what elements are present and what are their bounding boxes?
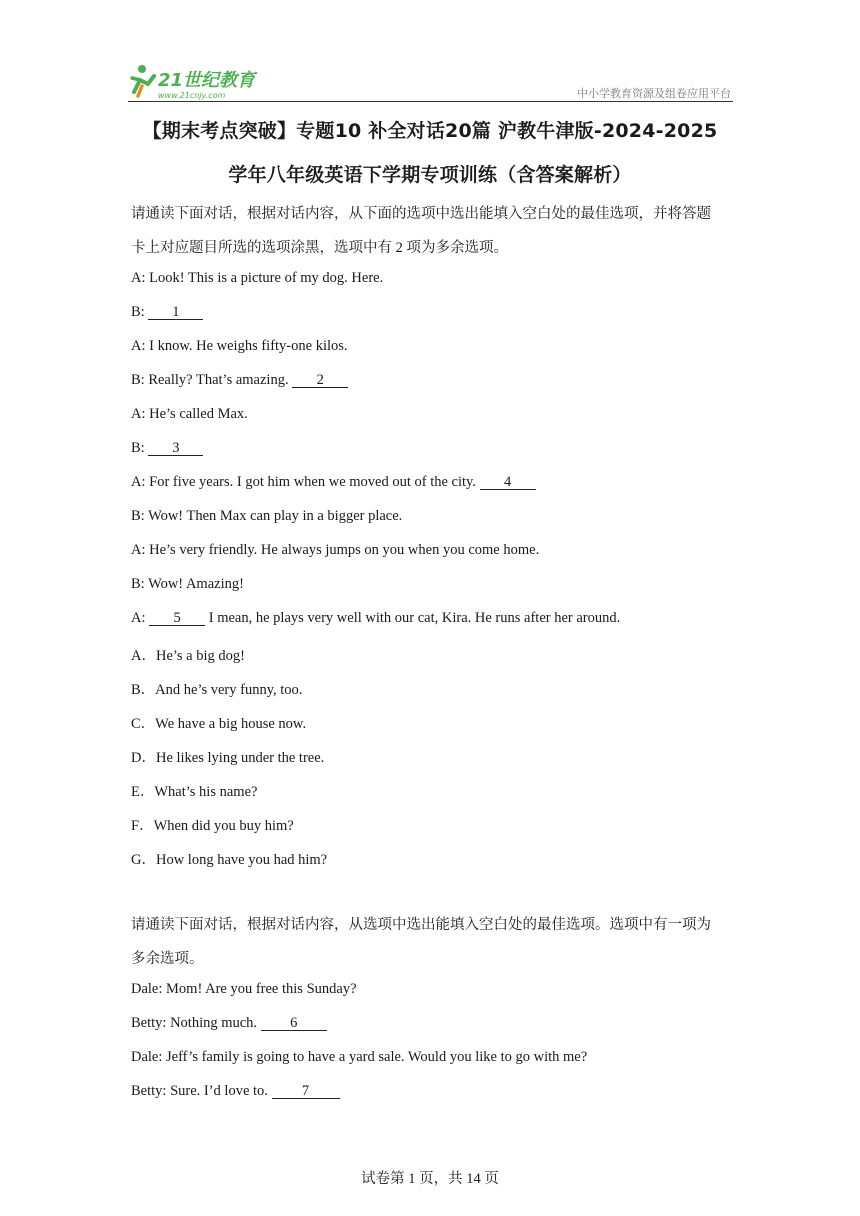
dialogue-line: A: I know. He weighs fifty-one kilos. (131, 338, 348, 354)
logo (128, 62, 268, 102)
dialogue-line: B: 1 (131, 304, 203, 321)
svg-text:www.21cnjy.com: www.21cnjy.com (158, 91, 226, 100)
dialogue-line: A: He’s called Max. (131, 406, 248, 422)
dialogue-line: A: Look! This is a picture of my dog. Here. (131, 270, 384, 286)
runner-logo-icon (128, 62, 268, 102)
answer-blank[interactable]: 4 (480, 475, 536, 490)
dialogue-line: B: Wow! Amazing! (131, 576, 244, 592)
document-title-line1: 【期末考点突破】专题10 补全对话20篇 沪教牛津版-2024-2025 (142, 120, 718, 142)
page-number: 试卷第 1 页，共 14 页 (361, 1171, 499, 1187)
answer-blank[interactable]: 6 (261, 1016, 327, 1031)
instruction-text: 请通读下面对话，根据对话内容，从下面的选项中选出能填入空白处的最佳选项，并将答题 (131, 206, 711, 222)
dialogue-line: A: He’s very friendly. He always jumps on you when you come home. (131, 542, 540, 558)
answer-blank[interactable]: 1 (148, 305, 203, 320)
dialogue-line: Betty: Sure. I’d love to. 7 (131, 1083, 340, 1100)
document-title-line2: 学年八年级英语下学期专项训练（含答案解析） (228, 164, 632, 186)
dialogue-line: Dale: Jeff’s family is going to have a yard sale. Would you like to go with me? (131, 1049, 588, 1065)
option-e: E．What’s his name? (131, 784, 258, 800)
dialogue-line: B: 3 (131, 440, 203, 457)
option-g: G．How long have you had him? (131, 852, 328, 868)
option-f: F．When did you buy him? (131, 818, 294, 834)
page-header (128, 58, 733, 102)
dialogue-line: Betty: Nothing much. 6 (131, 1015, 327, 1032)
option-b: B．And he’s very funny, too. (131, 682, 303, 698)
svg-text:21世纪教育: 21世纪教育 (158, 70, 256, 91)
dialogue-line: B: Wow! Then Max can play in a bigger place. (131, 508, 403, 524)
answer-blank[interactable]: 7 (272, 1084, 340, 1099)
platform-name: 中小学教育资源及组卷应用平台 (577, 87, 731, 100)
dialogue-line: A: For five years. I got him when we moved out of the city. 4 (131, 474, 536, 491)
option-a: A．He’s a big dog! (131, 648, 245, 664)
dialogue-line: A: 5 I mean, he plays very well with our cat, Kira. He runs after her around. (131, 610, 621, 626)
option-d: D．He likes lying under the tree. (131, 750, 325, 766)
header-divider (128, 101, 733, 102)
answer-blank[interactable]: 3 (148, 441, 203, 456)
answer-blank[interactable]: 2 (292, 373, 348, 388)
dialogue-line: B: Really? That’s amazing. 2 (131, 372, 348, 389)
option-c: C．We have a big house now. (131, 716, 307, 732)
instruction-text: 卡上对应题目所选的选项涂黑，选项中有 2 项为多余选项。 (131, 240, 508, 256)
instruction-text: 多余选项。 (131, 951, 204, 967)
dialogue-line: Dale: Mom! Are you free this Sunday? (131, 981, 357, 997)
answer-blank[interactable]: 5 (149, 611, 205, 626)
instruction-text: 请通读下面对话，根据对话内容，从选项中选出能填入空白处的最佳选项。选项中有一项为 (131, 917, 711, 933)
